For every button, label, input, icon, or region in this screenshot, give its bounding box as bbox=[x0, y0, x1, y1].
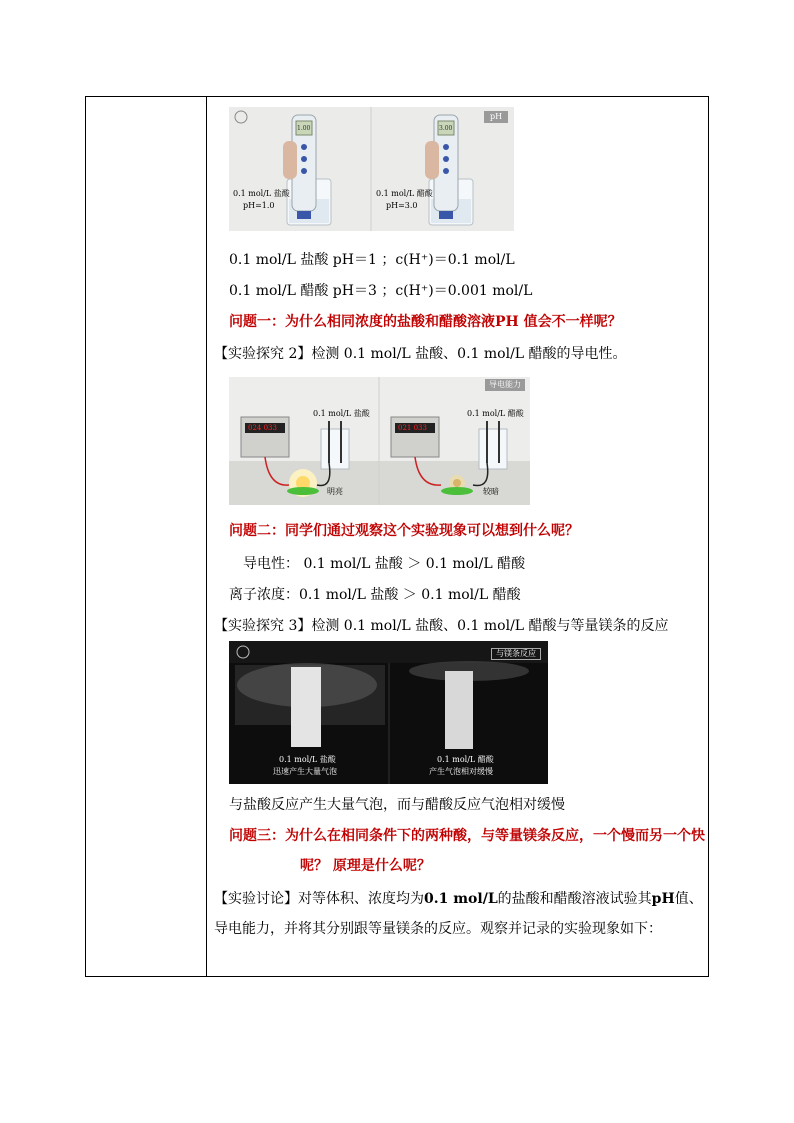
conductivity-photo bbox=[229, 377, 530, 505]
photo2-left-label: 0.1 mol/L 盐酸 bbox=[313, 409, 370, 418]
left-supply-display: 024 033 bbox=[248, 424, 277, 432]
meter-left-reading: 1.00 bbox=[297, 125, 311, 132]
photo2-dim-label: 较暗 bbox=[483, 487, 499, 496]
conductivity-illustration bbox=[229, 377, 530, 505]
magnesium-reaction-photo bbox=[229, 641, 548, 784]
discussion-line1 bbox=[214, 890, 703, 908]
question-three-line1: 问题三：为什么在相同条件下的两种酸，与等量镁条反应，一个慢而另一个快 bbox=[229, 828, 705, 844]
photo3-right-result: 产生气泡相对缓慢 bbox=[429, 767, 493, 776]
acetic-ph-line: 0.1 mol/L 醋酸 pH＝3 ；c(H⁺)＝0.001 mol/L bbox=[229, 283, 533, 299]
photo3-left-caption: 0.1 mol/L 盐酸 bbox=[279, 755, 336, 764]
discussion-middle: 的盐酸和醋酸溶液试验其 bbox=[497, 891, 652, 907]
magnesium-illustration bbox=[229, 641, 548, 784]
question-two: 问题二：同学们通过观察这个实验现象可以想到什么呢？ bbox=[229, 523, 579, 539]
photo1-right-ph: pH=3.0 bbox=[386, 201, 418, 210]
photo2-right-label: 0.1 mol/L 醋酸 bbox=[467, 409, 524, 418]
photo3-left-result: 迅速产生大量气泡 bbox=[273, 767, 337, 776]
discussion-concentration: 0.1 mol/L bbox=[424, 891, 498, 907]
ion-concentration-comparison: 离子浓度：0.1 mol/L 盐酸 ＞ 0.1 mol/L 醋酸 bbox=[229, 587, 521, 603]
hcl-ph-line: 0.1 mol/L 盐酸 pH＝1 ；c(H⁺)＝0.1 mol/L bbox=[229, 252, 515, 268]
ph-meter-photo bbox=[229, 107, 514, 231]
question-three-line2: 呢？ 原理是什么呢？ bbox=[300, 858, 431, 874]
photo3-right-caption: 0.1 mol/L 醋酸 bbox=[437, 755, 494, 764]
photo2-bright-label: 明亮 bbox=[327, 487, 343, 496]
reaction-observation: 与盐酸反应产生大量气泡，而与醋酸反应气泡相对缓慢 bbox=[229, 797, 565, 813]
question-one: 问题一：为什么相同浓度的盐酸和醋酸溶液PH 值会不一样呢？ bbox=[229, 314, 622, 330]
photo1-right-caption: 0.1 mol/L 醋酸 bbox=[376, 189, 433, 198]
discussion-line2: 导电能力，并将其分别跟等量镁条的反应。观察并记录的实验现象如下： bbox=[214, 921, 662, 937]
photo2-tag: 导电能力 bbox=[485, 379, 525, 391]
photo3-tag: 与镁条反应 bbox=[491, 648, 541, 660]
photo1-left-ph: pH=1.0 bbox=[243, 201, 275, 210]
discussion-suffix: 值、 bbox=[674, 891, 703, 907]
table-column-divider bbox=[206, 96, 207, 976]
right-supply-display: 021 033 bbox=[398, 424, 427, 432]
photo1-tag: pH bbox=[484, 111, 508, 123]
experiment2-heading: 【实验探究 2】检测 0.1 mol/L 盐酸、0.1 mol/L 醋酸的导电性。 bbox=[214, 346, 627, 362]
photo1-left-caption: 0.1 mol/L 盐酸 bbox=[233, 189, 290, 198]
discussion-ph: pH bbox=[651, 891, 675, 907]
discussion-prefix: 【实验讨论】对等体积、浓度均为 bbox=[214, 891, 424, 907]
experiment3-heading: 【实验探究 3】检测 0.1 mol/L 盐酸、0.1 mol/L 醋酸与等量镁条的反应 bbox=[214, 618, 669, 634]
conductivity-comparison: 导电性： 0.1 mol/L 盐酸 ＞ 0.1 mol/L 醋酸 bbox=[243, 556, 526, 572]
ph-meter-illustration bbox=[229, 107, 514, 231]
meter-right-reading: 3.00 bbox=[439, 125, 453, 132]
